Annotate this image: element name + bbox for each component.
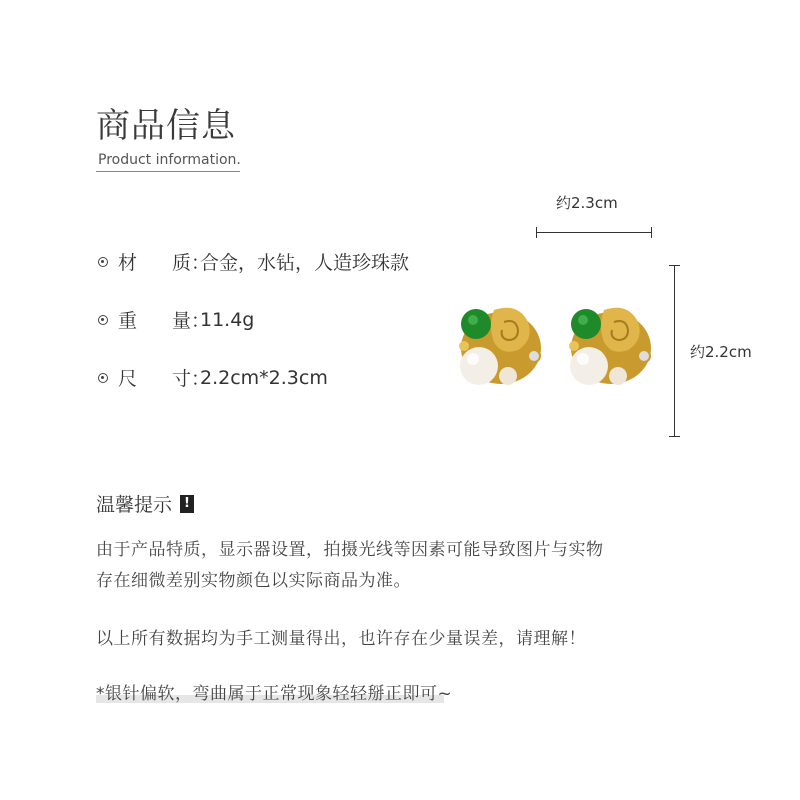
spec-size-key: 尺 xyxy=(118,368,138,390)
exclamation-icon: ! xyxy=(180,495,194,513)
height-dimension-label: 约2.2cm xyxy=(690,343,752,361)
tips-title: 温馨提示 xyxy=(96,494,173,516)
page-title: 商品信息 xyxy=(96,106,236,146)
spec-weight xyxy=(98,306,254,333)
earring-right-image xyxy=(566,296,656,396)
tips-line-1: 由于产品特质，显示器设置，拍摄光线等因素可能导致图片与实物 xyxy=(96,540,604,560)
spec-material-key-suffix: 质： xyxy=(172,252,211,274)
spec-weight-key: 重 xyxy=(118,310,138,332)
tips-line-3: 以上所有数据均为手工测量得出，也许存在少量误差，请理解！ xyxy=(96,629,586,649)
spec-material-value: 合金，水钻，人造珍珠款 xyxy=(200,252,410,274)
spec-material xyxy=(98,248,409,275)
bullet-icon xyxy=(98,373,108,383)
bullet-icon xyxy=(98,257,108,267)
page-subtitle: Product information. xyxy=(98,152,241,168)
height-dimension-line xyxy=(674,265,675,437)
earring-left-image xyxy=(456,296,546,396)
tips-line-2: 存在细微差别实物颜色以实际商品为准。 xyxy=(96,571,411,591)
tips-heading xyxy=(96,490,194,517)
spec-size xyxy=(98,364,328,391)
spec-weight-key-suffix: 量： xyxy=(172,310,211,332)
width-dimension-label: 约2.3cm xyxy=(556,194,618,212)
spec-size-key-suffix: 寸： xyxy=(172,368,211,390)
bullet-icon xyxy=(98,315,108,325)
width-dimension-line xyxy=(536,232,652,233)
spec-weight-value: 11.4g xyxy=(200,308,255,331)
spec-material-key: 材 xyxy=(118,252,138,274)
tips-note: *银针偏软，弯曲属于正常现象轻轻掰正即可~ xyxy=(96,684,453,704)
spec-size-value: 2.2cm*2.3cm xyxy=(200,366,328,389)
subtitle-underline xyxy=(96,171,240,172)
